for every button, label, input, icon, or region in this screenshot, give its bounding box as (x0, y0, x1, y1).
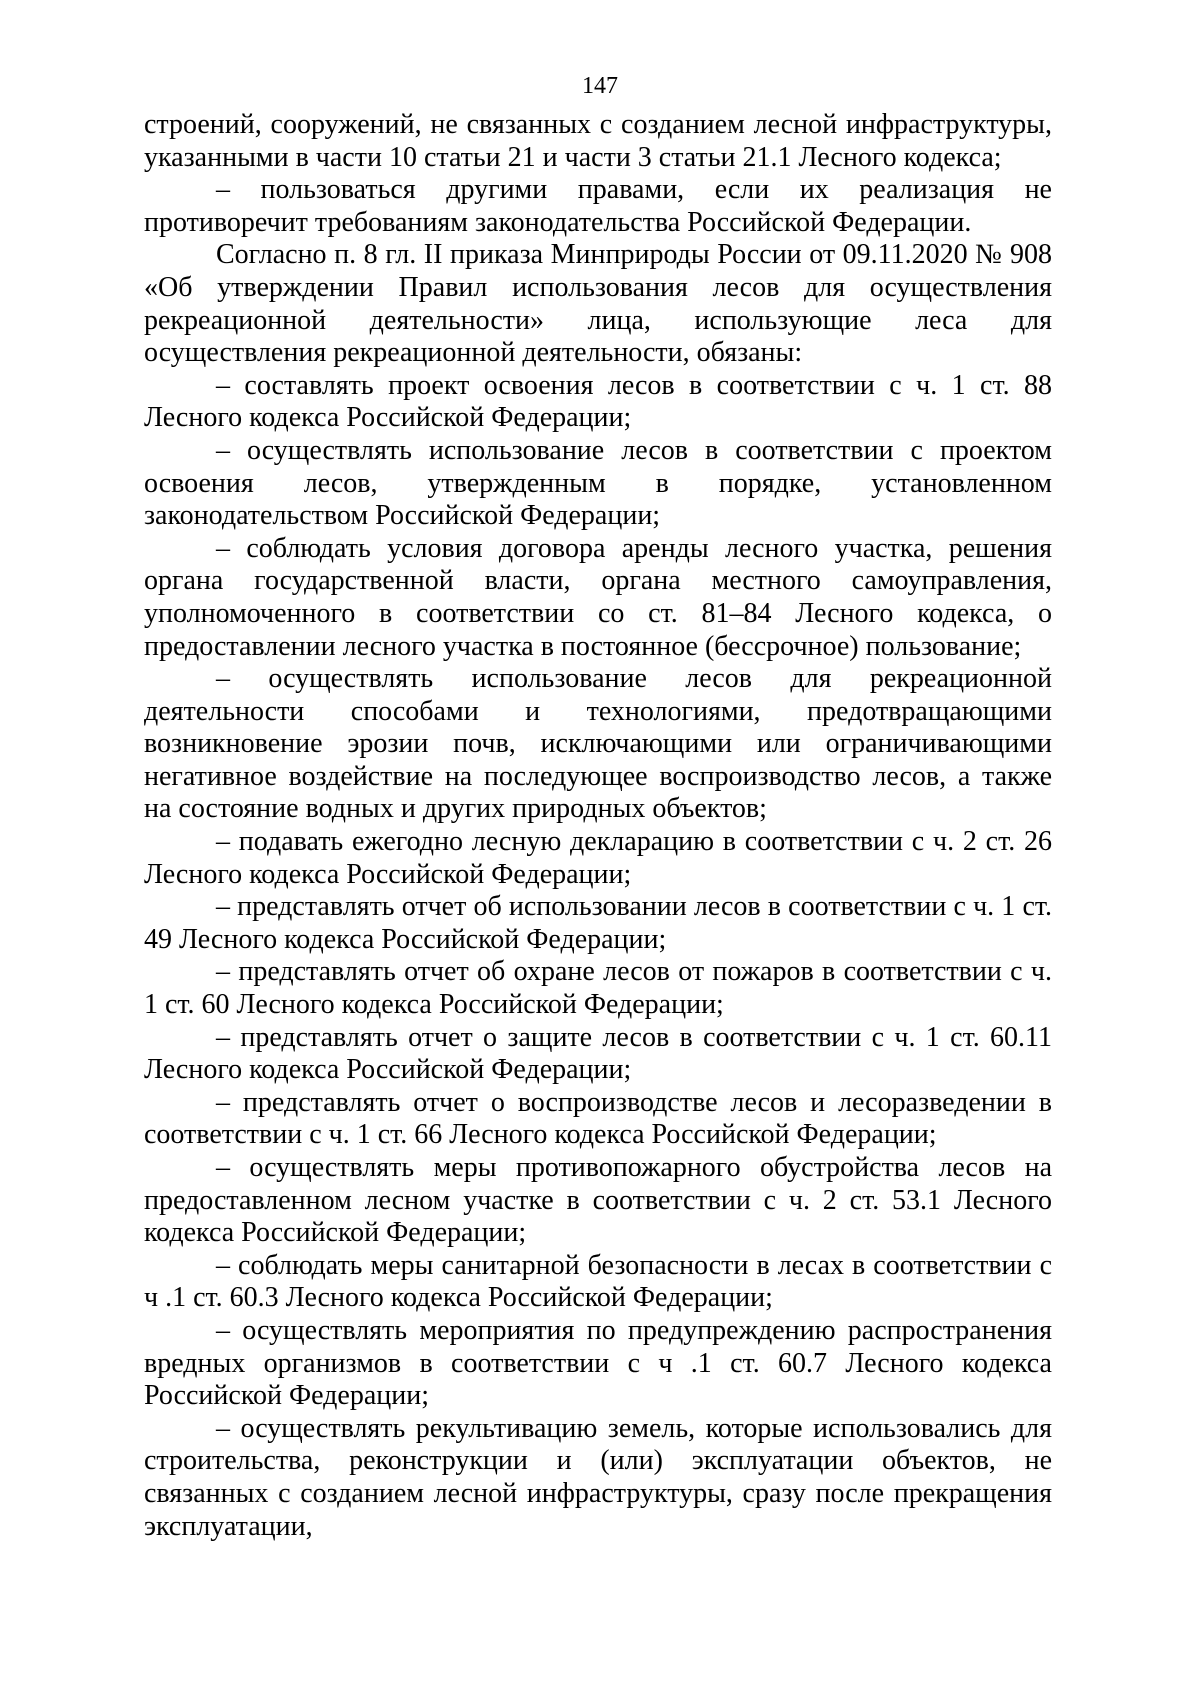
list-item: – соблюдать условия договора аренды лесного участка, решения органа государственной власти, органа местного самоуправления, уполномоченного в соответствии со ст. 81–84 Лесного кодекса, о предоставлении лесного участка в постоянное (бессрочное) пользование; (144, 532, 1052, 662)
list-item: – осуществлять меры противопожарного обустройства лесов на предоставленном лесном участке в соответствии с ч. 2 ст. 53.1 Лесного кодекса Российской Федерации; (144, 1152, 1052, 1249)
list-item: – представлять отчет об охране лесов от пожаров в соответствии с ч. 1 ст. 60 Лесного кодекса Российской Федерации; (144, 956, 1052, 1021)
list-item: – представлять отчет об использовании лесов в соответствии с ч. 1 ст. 49 Лесного кодекса Российской Федерации; (144, 891, 1052, 955)
paragraph-continuation: строений, сооружений, не связанных с созданием лесной инфраструктуры, указанными в части 10 статьи 21 и части 3 статьи 21.1 Лесного кодекса; (144, 109, 1052, 173)
list-item: – представлять отчет о воспроизводстве лесов и лесоразведении в соответствии с ч. 1 ст. 66 Лесного кодекса Российской Федерации; (144, 1086, 1052, 1151)
page-body (144, 109, 1052, 1543)
list-item: – составлять проект освоения лесов в соответствии с ч. 1 ст. 88 Лесного кодекса Российской Федерации; (144, 369, 1052, 434)
list-item: – осуществлять мероприятия по предупреждению распространения вредных организмов в соответствии с ч .1 ст. 60.7 Лесного кодекса Российской Федерации; (144, 1314, 1052, 1412)
list-item: – осуществлять использование лесов для рекреационной деятельности способами и технологиями, предотвращающими возникновение эрозии почв, исключающими или ограничивающими негативное воздействие на последующее воспроизводство лесов, а также на состояние водных и других природных объектов; (144, 663, 1052, 825)
list-item: – пользоваться другими правами, если их реализация не противоречит требованиям законодательства Российской Федерации. (144, 174, 1052, 238)
paragraph: Согласно п. 8 гл. II приказа Минприроды России от 09.11.2020 № 908 «Об утверждении Правил использования лесов для осуществления рекреационной деятельности» лица, использующие леса для осуществления рекреационной деятельности, обязаны: (144, 239, 1052, 369)
list-item: – осуществлять рекультивацию земель, которые использовались для строительства, реконструкции и (или) эксплуатации объектов, не связанных с созданием лесной инфраструктуры, сразу после прекращения эксплуатации, (144, 1412, 1052, 1542)
list-item: – представлять отчет о защите лесов в соответствии с ч. 1 ст. 60.11 Лесного кодекса Российской Федерации; (144, 1021, 1052, 1086)
list-item: – подавать ежегодно лесную декларацию в соответствии с ч. 2 ст. 26 Лесного кодекса Российской Федерации; (144, 826, 1052, 890)
list-item: – соблюдать меры санитарной безопасности в лесах в соответствии с ч .1 ст. 60.3 Лесного кодекса Российской Федерации; (144, 1249, 1052, 1314)
list-item: – осуществлять использование лесов в соответствии с проектом освоения лесов, утвержденным в порядке, установленном законодательством Российской Федерации; (144, 434, 1052, 532)
page-number: 147 (582, 73, 618, 99)
